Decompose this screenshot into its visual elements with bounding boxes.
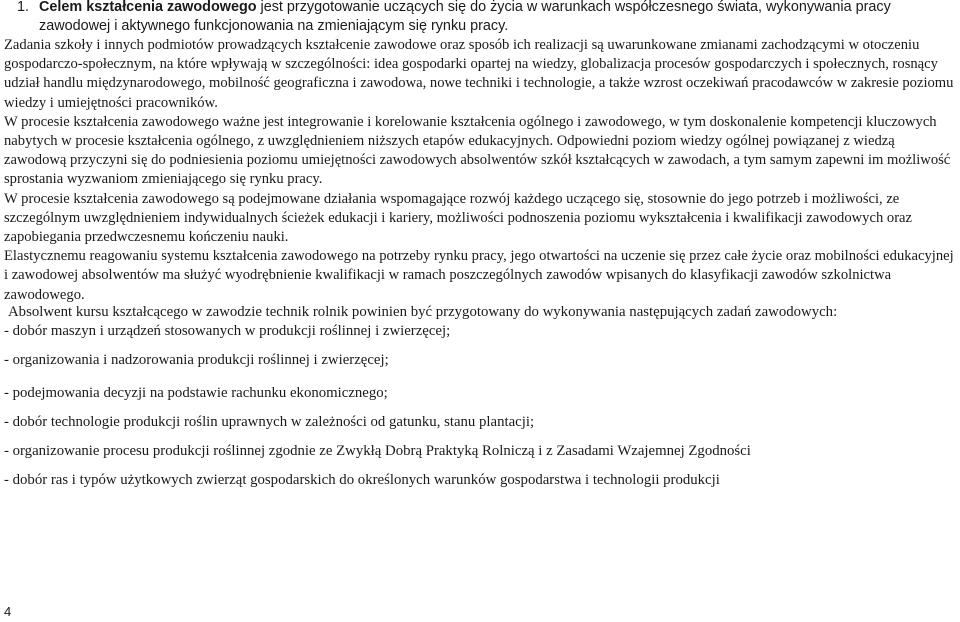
duty-item: - organizowania i nadzorowania produkcji roślinnej i zwierzęcej;: [4, 352, 389, 368]
duty-item: - dobór technologie produkcji roślin uprawnych w zależności od gatunku, stanu plantacji;: [4, 414, 535, 430]
duty-item: - podejmowania decyzji na podstawie rachunku ekonomicznego;: [4, 385, 388, 401]
duty-item: - dobór maszyn i urządzeń stosowanych w produkcji roślinnej i zwierzęcej;: [4, 323, 451, 339]
goal-heading-rest: jest przygotowanie uczących się do życia w warunkach współczesnego świata, wykonywania pracy zawodowej i aktywnego funkcjonowania na zmieniającym się rynku pracy.: [39, 0, 891, 34]
duties-section: [4, 303, 960, 488]
paragraph-flexibility: Elastycznemu reagowaniu systemu kształcenia zawodowego na potrzeby rynku pracy, jego otwartości na uczenie się przez całe życie oraz mobilności edukacyjnej i zawodowej absolwentów ma służyć wyodrębnienie kwalifikacji w ramach poszczególnych zawodów wpisanych do klasyfikacji zawodów szkolnictwa zawodowego.: [4, 248, 954, 303]
page-number: 4: [4, 604, 12, 619]
body-text: [4, 36, 960, 305]
paragraph-integration: W procesie kształcenia zawodowego ważne jest integrowanie i korelowanie kształcenia ogólnego i zawodowego, w tym doskonalenie kompetencji kluczowych nabytych w procesie kształcenia ogólnego, z uwzględnieniem niższych etapów edukacyjnych. Odpowiedni poziom wiedzy ogólnej powiązanej z wiedzą zawodową przyczyni się do podniesienia poziomu umiejętności zawodowych absolwentów szkół kształcących w zawodach, a tym samym zapewni im możliwość sprostania wyzwaniom zmieniającego się rynku pracy.: [4, 113, 951, 188]
duties-intro: Absolwent kursu kształcącego w zawodzie technik rolnik powinien być przygotowany do wykonywania następujących zadań zawodowych:: [8, 304, 838, 320]
goal-heading: [39, 0, 954, 36]
paragraph-support: W procesie kształcenia zawodowego są podejmowane działania wspomagające rozwój każdego uczącego się, stosownie do jego potrzeb i możliwości, ze szczególnym uwzględnieniem indywidualnych ścieżek edukacji i kariery, możliwości podnoszenia poziomu wykształcenia i kwalifikacji zawodowych oraz zapobiegania przedwczesnemu kończeniu nauki.: [4, 190, 913, 246]
paragraph-tasks: Zadania szkoły i innych podmiotów prowadzących kształcenie zawodowe oraz sposób ich realizacji są uwarunkowane zmianami zachodzącymi w otoczeniu gospodarczo-społecznym, na które wpływają w szczególności: idea gospodarki opartej na wiedzy, globalizacja procesów gospodarczych i społecznych, rosnący udział handlu międzynarodowego, mobilność geograficzna i zawodowa, nowe techniki i technologie, a także wzrost oczekiwań pracodawców w zakresie poziomu wiedzy i umiejętności pracowników.: [4, 37, 954, 111]
list-number: 1.: [17, 0, 30, 15]
duty-item: - dobór ras i typów użytkowych zwierząt gospodarskich do określonych warunków gospodarstwa i technologii produkcji: [4, 472, 720, 488]
goal-heading-bold: Celem kształcenia zawodowego: [39, 0, 257, 15]
duty-item: - organizowanie procesu produkcji roślinnej zgodnie ze Zwykłą Dobrą Praktyką Rolniczą i z Zasadami Wzajemnej Zgodności: [4, 443, 751, 459]
